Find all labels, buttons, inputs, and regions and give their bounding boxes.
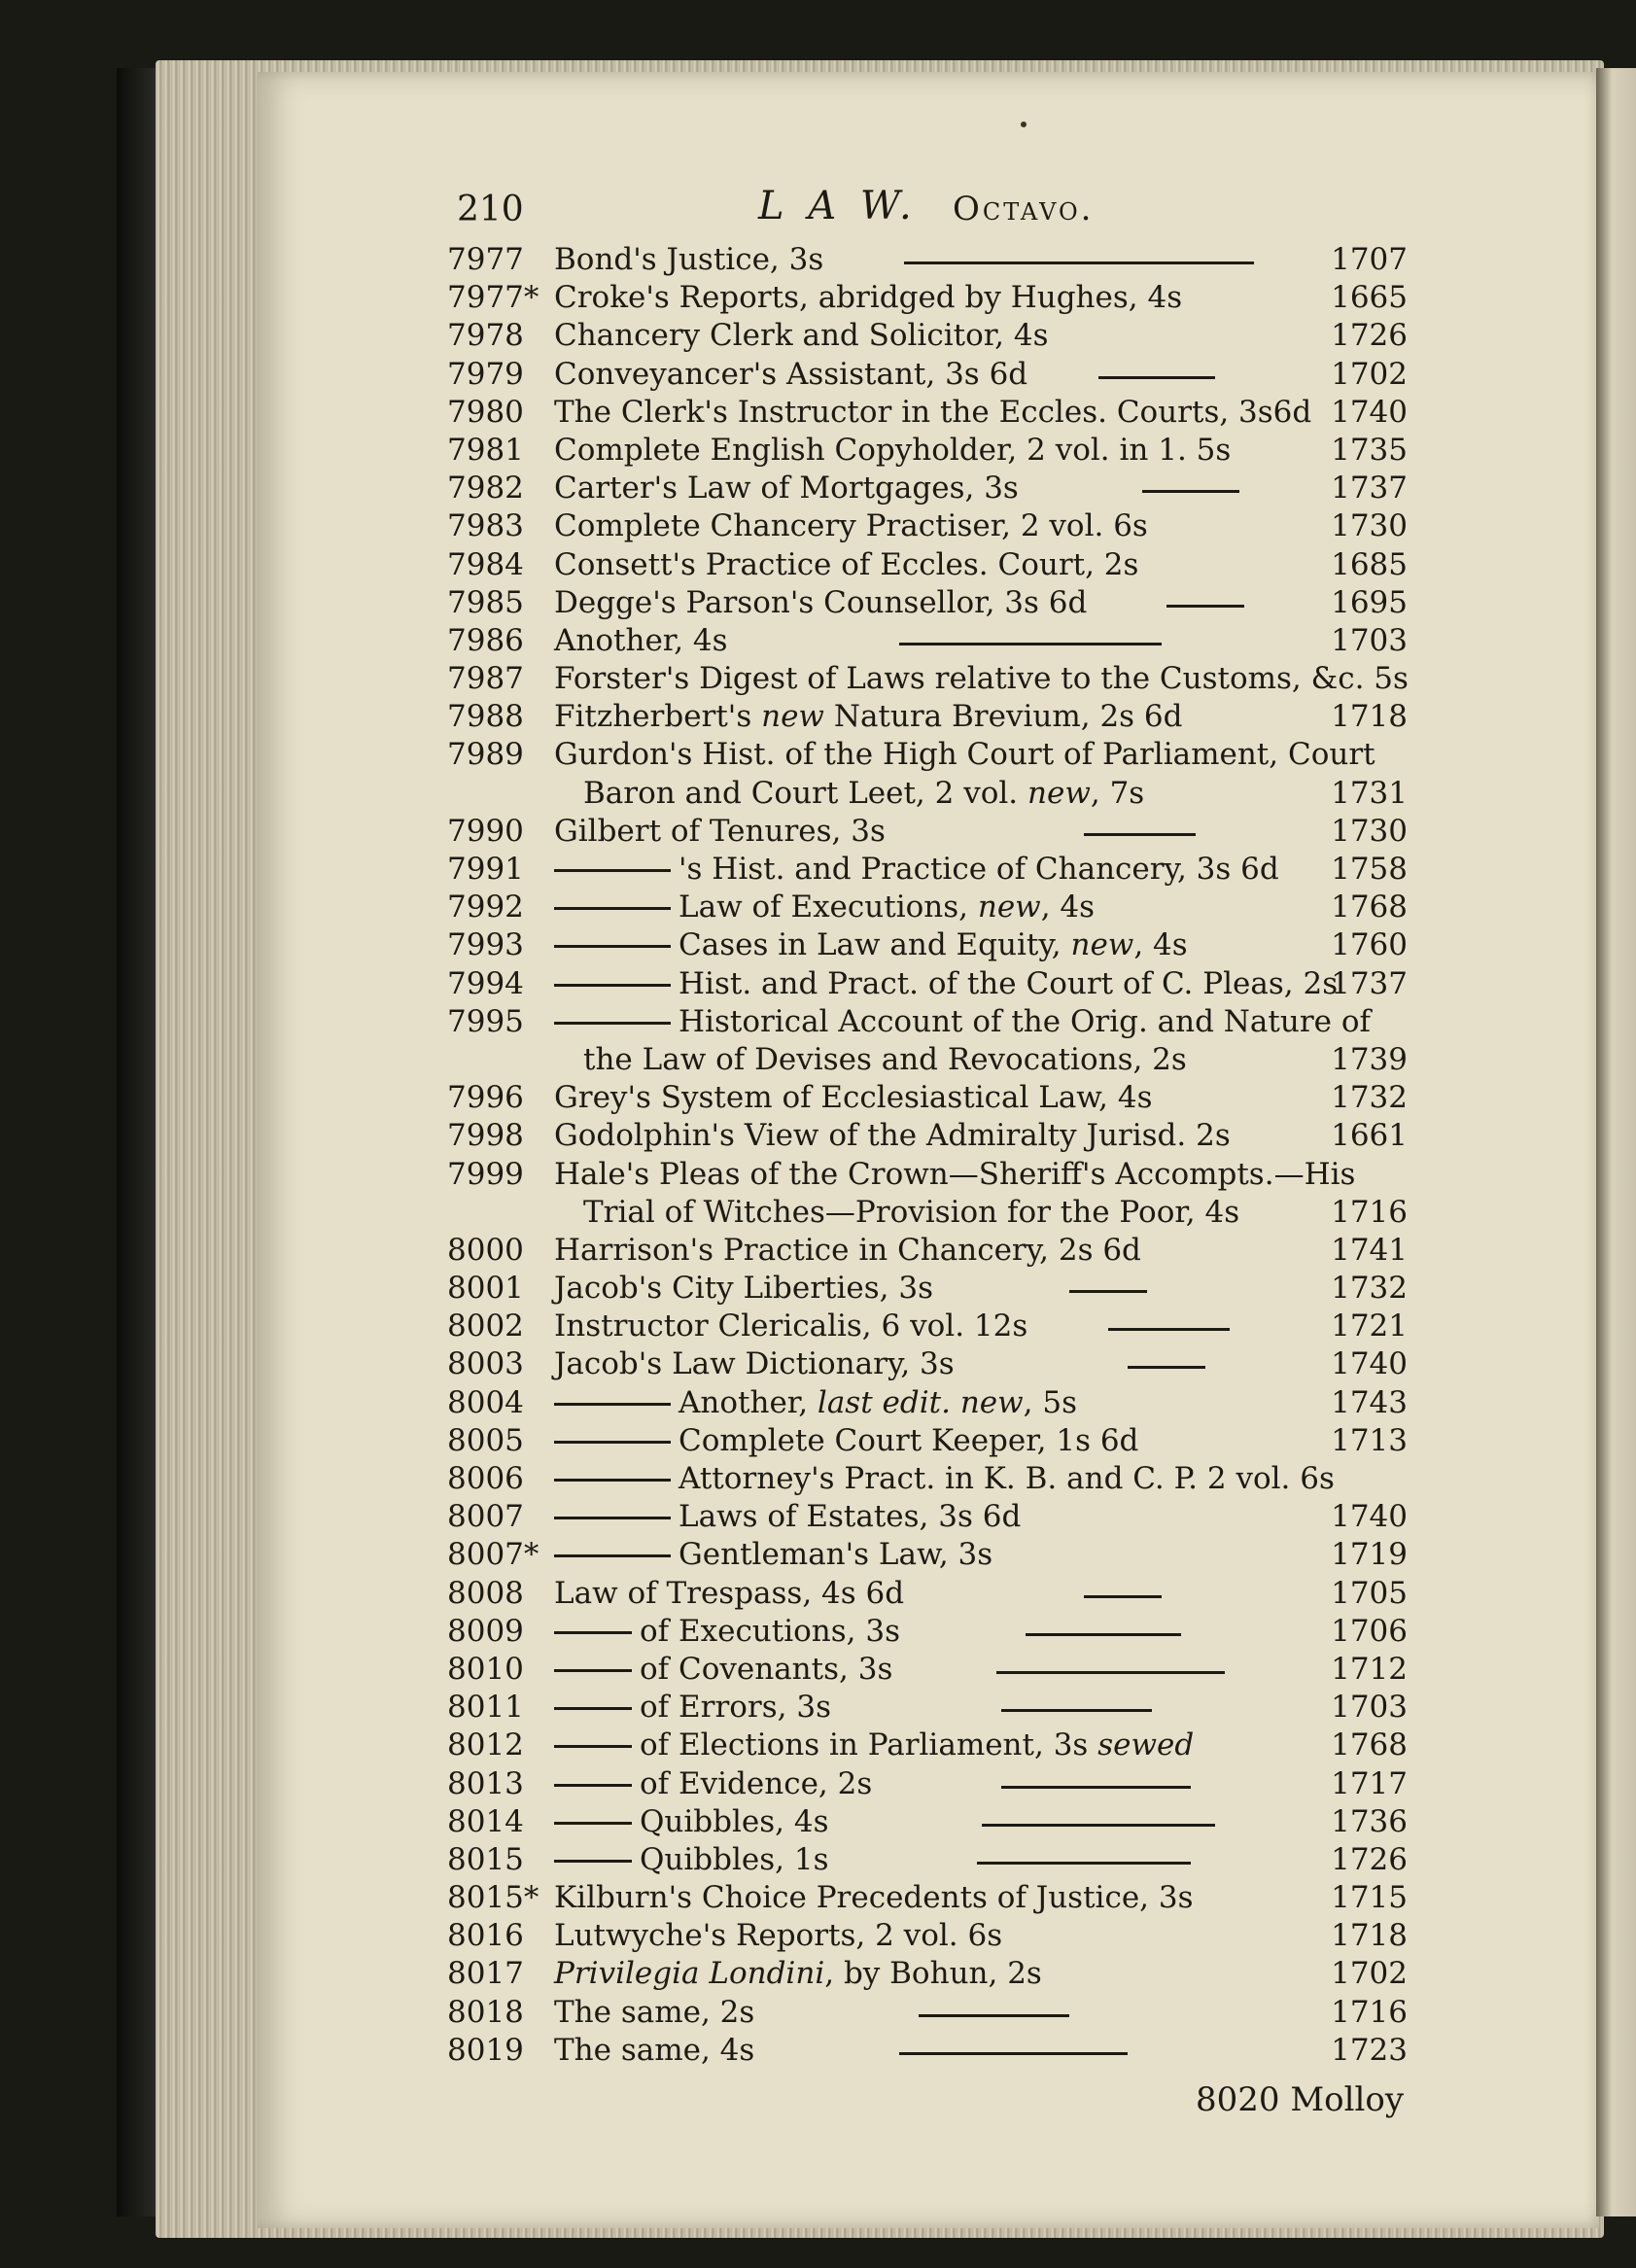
item-number: 8000: [447, 1232, 524, 1268]
item-number: 8012: [447, 1727, 524, 1763]
list-item: [447, 1651, 1419, 1689]
item-title: of Covenants, 3s: [554, 1651, 892, 1689]
item-year: 1661: [1331, 1118, 1408, 1154]
leader-rule: [1128, 1366, 1205, 1369]
item-year: 1703: [1331, 1690, 1408, 1726]
item-title: Historical Account of the Orig. and Nature of: [554, 1003, 1371, 1041]
list-item: [447, 1955, 1419, 1993]
ditto-rule: [554, 869, 671, 872]
ditto-rule: [554, 1554, 671, 1557]
item-year: 1665: [1331, 280, 1408, 316]
item-number: 7999: [447, 1156, 524, 1192]
item-title: Forster's Digest of Laws relative to the Customs, &c. 5s: [554, 661, 1409, 697]
item-number: 8016: [447, 1918, 524, 1954]
item-title: Kilburn's Choice Precedents of Justice, 3s: [554, 1880, 1194, 1916]
item-number: 8013: [447, 1765, 524, 1801]
item-title: Hale's Pleas of the Crown—Sheriff's Accompts.—His: [554, 1156, 1356, 1192]
list-item: [447, 1613, 1419, 1651]
item-number: 7992: [447, 890, 524, 925]
item-title: Gilbert of Tenures, 3s: [554, 813, 886, 849]
item-title: Croke's Reports, abridged by Hughes, 4s: [554, 280, 1183, 316]
list-item: [447, 1232, 1419, 1270]
item-number: 8018: [447, 1994, 524, 2030]
item-number: 8003: [447, 1346, 524, 1382]
leader-rule: [1142, 490, 1239, 493]
item-year: 1730: [1331, 508, 1408, 544]
item-year: 1721: [1331, 1308, 1408, 1344]
leader-rule: [1026, 1633, 1181, 1636]
list-item: [447, 1117, 1419, 1155]
list-item: [447, 813, 1419, 851]
item-number: 8019: [447, 2032, 524, 2068]
item-number: 8015: [447, 1841, 524, 1877]
item-title: Another, 4s: [554, 622, 728, 658]
item-year: 1703: [1331, 622, 1408, 658]
item-number: 7994: [447, 965, 524, 1001]
list-item: [447, 1460, 1419, 1498]
list-item: [447, 660, 1419, 698]
item-year: 1732: [1331, 1080, 1408, 1116]
item-number: 7983: [447, 508, 524, 544]
item-title: Lutwyche's Reports, 2 vol. 6s: [554, 1918, 1003, 1954]
item-year: 1716: [1331, 1994, 1408, 2030]
item-number: 8009: [447, 1613, 524, 1649]
item-year: 1730: [1331, 813, 1408, 849]
item-number: 8002: [447, 1308, 524, 1344]
ditto-rule: [554, 1403, 671, 1406]
catalogue-list: [447, 241, 1419, 2070]
item-title: Gurdon's Hist. of the High Court of Parliament, Court: [554, 737, 1375, 773]
ditto-rule: [554, 1441, 671, 1444]
item-year: 1713: [1331, 1422, 1408, 1458]
item-number: 8008: [447, 1575, 524, 1611]
item-title: Jacob's Law Dictionary, 3s: [554, 1346, 955, 1382]
item-title: Godolphin's View of the Admiralty Jurisd. 2s: [554, 1118, 1231, 1154]
leader-rule: [899, 643, 1162, 646]
item-title: Complete English Copyholder, 2 vol. in 1. 5s: [554, 432, 1232, 468]
item-year: 1736: [1331, 1803, 1408, 1839]
list-item: [447, 1994, 1419, 2032]
ink-speck: [1021, 122, 1027, 127]
item-title: Laws of Estates, 3s 6d: [554, 1498, 1021, 1536]
item-title: Conveyancer's Assistant, 3s 6d: [554, 356, 1028, 392]
list-item: [447, 1308, 1419, 1345]
item-number: 7996: [447, 1080, 524, 1116]
item-year: 1737: [1331, 471, 1408, 506]
item-title: Complete Chancery Practiser, 2 vol. 6s: [554, 508, 1148, 544]
list-item: [447, 432, 1419, 470]
list-item: [447, 1689, 1419, 1727]
item-title: 's Hist. and Practice of Chancery, 3s 6d: [554, 851, 1279, 889]
item-title: Instructor Clericalis, 6 vol. 12s: [554, 1308, 1028, 1344]
item-number: 8010: [447, 1651, 524, 1687]
item-title: Cases in Law and Equity, new, 4s: [554, 926, 1188, 964]
item-year: 1702: [1331, 356, 1408, 392]
ditto-rule: [554, 984, 671, 987]
ditto-rule: [554, 1479, 671, 1482]
item-title: Another, last edit. new, 5s: [554, 1384, 1077, 1422]
item-year: 1768: [1331, 890, 1408, 925]
item-year: 1740: [1331, 1499, 1408, 1535]
item-title: Complete Court Keeper, 1s 6d: [554, 1422, 1138, 1460]
ditto-rule: [554, 1517, 671, 1519]
item-number: 7993: [447, 927, 524, 963]
item-year: 1718: [1331, 1918, 1408, 1954]
item-number: 7998: [447, 1118, 524, 1154]
list-item: [447, 1156, 1419, 1194]
list-item: [447, 965, 1419, 1003]
item-year: 1760: [1331, 927, 1408, 963]
item-title: of Evidence, 2s: [554, 1765, 872, 1803]
list-item: [447, 1498, 1419, 1536]
ditto-rule: [554, 1784, 632, 1787]
list-item: [447, 584, 1419, 622]
item-year: 1716: [1331, 1194, 1408, 1230]
facing-page-edge: [1596, 68, 1636, 2216]
leader-rule: [982, 1824, 1215, 1827]
list-item: [447, 1422, 1419, 1460]
ditto-rule: [554, 1022, 671, 1025]
item-number: 8011: [447, 1690, 524, 1726]
item-year: 1739: [1331, 1041, 1408, 1077]
item-year: 1731: [1331, 775, 1408, 811]
leader-rule: [1108, 1328, 1230, 1331]
ditto-rule: [554, 1745, 632, 1748]
list-item: [447, 1345, 1419, 1383]
item-title: Carter's Law of Mortgages, 3s: [554, 471, 1019, 506]
ditto-rule: [554, 1669, 632, 1672]
item-year: 1715: [1331, 1880, 1408, 1916]
list-item: [447, 241, 1419, 279]
item-title: The same, 2s: [554, 1994, 755, 2030]
item-title: Jacob's City Liberties, 3s: [554, 1271, 933, 1307]
list-item: [447, 698, 1419, 736]
ditto-rule: [554, 1860, 632, 1863]
item-number: 7977: [447, 242, 524, 277]
item-year: 1685: [1331, 546, 1408, 582]
item-number: 8007*: [447, 1537, 540, 1573]
item-title: Attorney's Pract. in K. B. and C. P. 2 vol. 6s: [554, 1460, 1335, 1498]
list-item: [447, 2032, 1419, 2070]
item-number: 8017: [447, 1956, 524, 1992]
item-year: 1741: [1331, 1232, 1408, 1268]
item-year: 1702: [1331, 1956, 1408, 1992]
leader-rule: [1084, 1595, 1162, 1598]
ditto-rule: [554, 907, 671, 910]
list-item: [447, 1079, 1419, 1117]
item-number: 8006: [447, 1461, 524, 1496]
item-year: 1726: [1331, 1841, 1408, 1877]
item-year: 1717: [1331, 1765, 1408, 1801]
item-number: 7986: [447, 622, 524, 658]
item-title: Harrison's Practice in Chancery, 2s 6d: [554, 1232, 1141, 1268]
item-title: Fitzherbert's new Natura Brevium, 2s 6d: [554, 699, 1183, 735]
page-header: [457, 184, 1429, 238]
list-item: [447, 775, 1419, 813]
item-title: Quibbles, 1s: [554, 1841, 829, 1879]
item-year: 1737: [1331, 965, 1408, 1001]
item-year: 1712: [1331, 1651, 1408, 1687]
list-item: [447, 356, 1419, 394]
item-number: 7987: [447, 661, 524, 697]
leader-rule: [1001, 1709, 1152, 1712]
item-title: of Errors, 3s: [554, 1689, 831, 1727]
list-item: [447, 1194, 1419, 1232]
item-title: of Executions, 3s: [554, 1613, 900, 1651]
item-title: Hist. and Pract. of the Court of C. Pleas, 2s: [554, 965, 1338, 1003]
item-title: Degge's Parson's Counsellor, 3s 6d: [554, 584, 1088, 620]
ditto-rule: [554, 1707, 632, 1710]
item-number: 7984: [447, 546, 524, 582]
list-item: [447, 546, 1419, 584]
list-item: [447, 1841, 1419, 1879]
list-item: [447, 851, 1419, 889]
item-year: 1707: [1331, 242, 1408, 277]
item-title: Chancery Clerk and Solicitor, 4s: [554, 318, 1049, 354]
list-item: [447, 622, 1419, 660]
item-number: 7978: [447, 318, 524, 354]
item-title: Quibbles, 4s: [554, 1803, 829, 1841]
list-item: [447, 1879, 1419, 1917]
item-title: Law of Trespass, 4s 6d: [554, 1575, 905, 1611]
list-item: [447, 470, 1419, 507]
item-number: 8001: [447, 1271, 524, 1307]
item-number: 7985: [447, 584, 524, 620]
leader-rule: [977, 1862, 1191, 1865]
list-item: [447, 1765, 1419, 1803]
item-year: 1718: [1331, 699, 1408, 735]
item-title: The Clerk's Instructor in the Eccles. Courts, 3s6d: [554, 394, 1312, 430]
item-number: 7988: [447, 699, 524, 735]
item-title: Trial of Witches—Provision for the Poor, 4s: [583, 1194, 1240, 1230]
item-title: Bond's Justice, 3s: [554, 242, 824, 277]
item-title: Gentleman's Law, 3s: [554, 1536, 992, 1574]
leader-rule: [899, 2052, 1128, 2055]
item-year: 1706: [1331, 1613, 1408, 1649]
list-item: [447, 1003, 1419, 1041]
item-number: 8014: [447, 1803, 524, 1839]
list-item: [447, 1041, 1419, 1079]
item-year: 1768: [1331, 1727, 1408, 1763]
page-number: 210: [457, 190, 524, 229]
list-item: [447, 926, 1419, 964]
leader-rule: [1069, 1290, 1147, 1293]
item-title: The same, 4s: [554, 2032, 755, 2068]
item-title: Grey's System of Ecclesiastical Law, 4s: [554, 1080, 1153, 1116]
ditto-rule: [554, 1631, 632, 1634]
item-year: 1743: [1331, 1384, 1408, 1420]
item-title: Baron and Court Leet, 2 vol. new, 7s: [583, 775, 1145, 811]
ditto-rule: [554, 1822, 632, 1825]
leader-rule: [919, 2014, 1069, 2017]
leader-rule: [904, 262, 1254, 264]
list-item: [447, 1917, 1419, 1955]
item-title: the Law of Devises and Revocations, 2s: [583, 1041, 1187, 1077]
item-year: 1695: [1331, 584, 1408, 620]
ditto-rule: [554, 945, 671, 948]
list-item: [447, 1575, 1419, 1613]
item-number: 7981: [447, 432, 524, 468]
page-subtitle: Octavo.: [953, 190, 1095, 228]
leader-rule: [996, 1671, 1225, 1674]
item-title: Privilegia Londini, by Bohun, 2s: [554, 1956, 1042, 1992]
list-item: [447, 1727, 1419, 1764]
list-item: [447, 1384, 1419, 1422]
item-year: 1740: [1331, 1346, 1408, 1382]
item-number: 7977*: [447, 280, 540, 316]
page-title: L A W.: [758, 184, 918, 228]
list-item: [447, 1803, 1419, 1841]
item-number: 8007: [447, 1499, 524, 1535]
item-year: 1740: [1331, 394, 1408, 430]
item-number: 7991: [447, 852, 524, 887]
list-item: [447, 394, 1419, 432]
list-item: [447, 1536, 1419, 1574]
item-number: 8015*: [447, 1880, 540, 1916]
item-number: 7982: [447, 471, 524, 506]
list-item: [447, 279, 1419, 317]
list-item: [447, 317, 1419, 355]
item-year: 1726: [1331, 318, 1408, 354]
item-number: 7989: [447, 737, 524, 773]
item-number: 8004: [447, 1384, 524, 1420]
list-item: [447, 736, 1419, 774]
leader-rule: [1166, 605, 1244, 608]
item-number: 8005: [447, 1422, 524, 1458]
item-title: of Elections in Parliament, 3s sewed: [554, 1727, 1194, 1764]
item-year: 1758: [1331, 852, 1408, 887]
item-number: 7980: [447, 394, 524, 430]
item-year: 1732: [1331, 1271, 1408, 1307]
item-number: 7995: [447, 1003, 524, 1039]
leader-rule: [1001, 1786, 1191, 1789]
item-number: 7990: [447, 813, 524, 849]
item-year: 1723: [1331, 2032, 1408, 2068]
list-item: [447, 1270, 1419, 1308]
item-number: 7979: [447, 356, 524, 392]
item-year: 1719: [1331, 1537, 1408, 1573]
item-title: Consett's Practice of Eccles. Court, 2s: [554, 546, 1139, 582]
leader-rule: [1098, 376, 1215, 379]
catchword: 8020 Molloy: [1196, 2080, 1405, 2119]
item-year: 1735: [1331, 432, 1408, 468]
item-title: Law of Executions, new, 4s: [554, 889, 1095, 926]
leader-rule: [1084, 833, 1196, 836]
list-item: [447, 507, 1419, 545]
item-year: 1705: [1331, 1575, 1408, 1611]
list-item: [447, 889, 1419, 926]
